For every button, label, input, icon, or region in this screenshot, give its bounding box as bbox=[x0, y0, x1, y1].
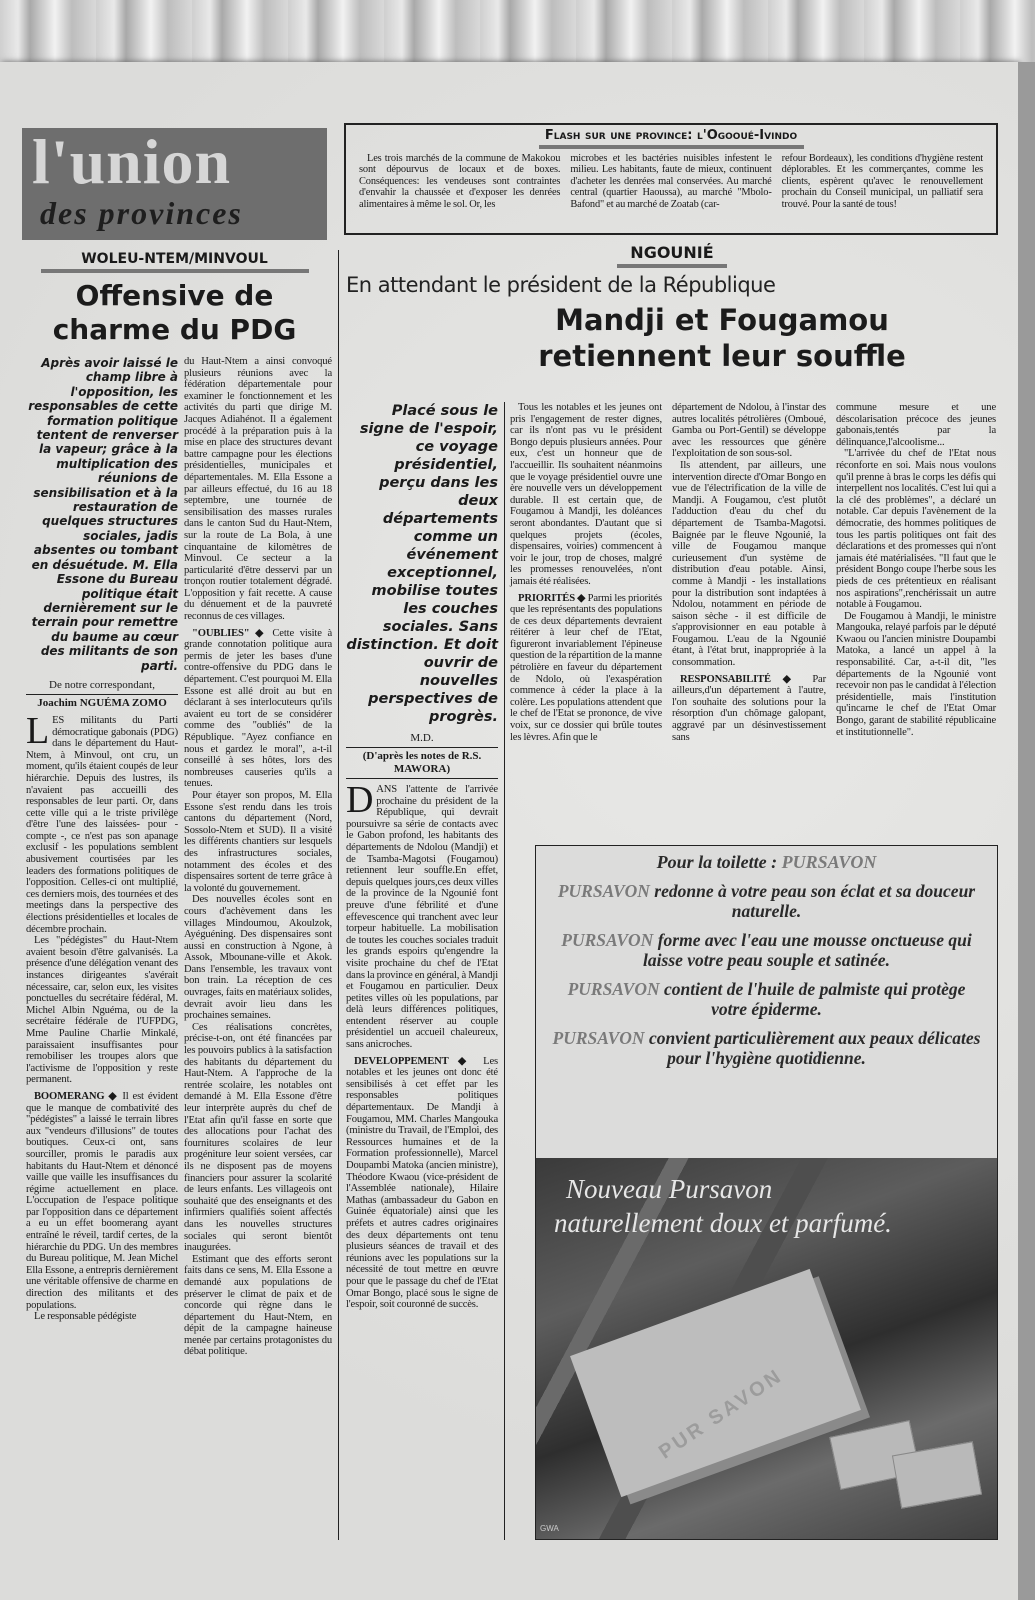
article2-section-label: NGOUNIÉ bbox=[630, 243, 714, 262]
article1-paragraph: Des nouvelles écoles sont en cours d'achèvement dans les villages Mindoumou, Akoulzok, Ayéguéning. Des dispensaires sont aussi en construction à Ngone, à Assok, Mbounane-ville et Akok. Dans l'ensemble, les travaux vont bon train. La réception de ces ouvrages, faits en matériaux solides, devrait avoir lieu dans les prochaines semaines. bbox=[184, 894, 332, 1022]
masthead bbox=[22, 128, 327, 240]
advert-claim bbox=[550, 930, 983, 970]
soap-imprint: PUR SAVON bbox=[655, 1364, 788, 1464]
subhead-boomerang: BOOMERANG ◆ bbox=[34, 1090, 119, 1102]
article1-chapo: Après avoir laissé le champ libre à l'opposition, les responsables de cette formation politique tentent de renverser la vapeur; grâce à la multiplication des réunions de sensibilisation et à la restauration de quelques structures sociales, jadis absentes ou tombant en désuétude. M. Ella Essone du Bureau politique était dernièrement sur le terrain pour remettre du baume au cœur des militants de son parti. bbox=[28, 356, 178, 673]
article1-paragraph: Ces réalisations concrètes, précise-t-on, ont été financées par les pouvoirs publics à la satisfaction des habitants du département du Haut-Ntem. A l'approche de la rentrée scolaire, les notables ont demandé à M. Ella Essone d'être leur interprète auprès du chef de l'Etat afin qu'il fasse en sorte que des allocations pour l'achat des fournitures scolaires de leur progéniture leur soient versées, car ils ne disposent pas de moyens financiers pour assurer la scolarité de leurs enfants. Les villageois ont souhaité que des enseignants et des infirmiers qualifiés soient affectés dans les nouvelles structures sociales qui seront bientôt inaugurées. bbox=[184, 1021, 332, 1254]
article1-paragraph: Estimant que des efforts seront faits dans ce sens, M. Ella Essone a demandé aux populations de préserver le climat de paix et de concorde qui règne dans le département du Haut-Ntem, en dépit de la campagne haineuse menée par certains protagonistes du débat politique. bbox=[184, 1253, 332, 1358]
article1-paragraph bbox=[26, 1091, 178, 1311]
paragraph-text: Cette visite à grande connotation politique aura permis de jeter les bases d'une contre-offensive du PDG dans le département. C'est pourquoi M. Ella Essone est allé droit au but en déclarant à ses interlocuteurs qu'ils avaient eu tort de se considérer comme des "oubliés" de la République. "Ayez confiance en nous et gardez le moral", a-t-il conseillé à ses hôtes, lors des nombreuses causeries qu'ils a tenues. bbox=[184, 627, 332, 790]
paragraph-text: Il est évident que le manque de combativité des "pédégistes" a laissé le terrain libres aux "vendeurs d'illusions" de toutes boutiques. Ceux-ci ont, sans sourciller, promis le paradis aux habitants du Haut-Ntem et dénoncé vaille que vaille les insuffisances du régime actuellement en place. L'occupation de l'espace politique par l'opposition dans ce département a eu un effet boomerang ayant entraîné le réveil, tardif certes, de la hiérarchie du PDG. Un des membres du Bureau politique, M. Jean Michel Ella Essone, a entrepris dernièrement une véritable offensive de charme en direction des militants et des populations. bbox=[26, 1090, 179, 1311]
article1-column-1 bbox=[26, 709, 179, 1323]
photo-title-line: naturellement doux et parfumé. bbox=[554, 1208, 892, 1238]
advert-claim-brand: PURSAVON bbox=[557, 881, 650, 901]
scanner-background-strip bbox=[0, 0, 1035, 70]
article2-column-1-stack bbox=[346, 402, 498, 1311]
article2-section-underline bbox=[617, 264, 727, 268]
article2-header bbox=[346, 243, 998, 374]
article1-byline-name: Joachim NGUÉMA ZOMO bbox=[37, 696, 167, 709]
subhead-responsabilite: RESPONSABILITÉ ◆ bbox=[680, 673, 801, 685]
article1-section-underline bbox=[41, 269, 309, 273]
soap-bar-image bbox=[570, 1269, 861, 1497]
advert-text-block bbox=[536, 846, 997, 1158]
advert-claim bbox=[550, 979, 983, 1019]
article2-paragraph bbox=[672, 674, 826, 744]
column-divider bbox=[338, 250, 339, 1540]
agency-credit: GWA bbox=[540, 1524, 559, 1533]
article1-column-2 bbox=[184, 356, 332, 1358]
article1-header bbox=[22, 250, 327, 347]
advert-photo bbox=[536, 1158, 997, 1539]
article2-headline-line: Mandji et Fougamou bbox=[555, 303, 889, 337]
dropcap: D bbox=[346, 779, 374, 821]
article2-paragraph: commune mesure et une déscolarisation précoce des jeunes gabonais,tentés par la délinquance,l'alcoolisme... bbox=[836, 402, 996, 448]
article2-paragraph: "L'arrivée du chef de l'Etat nous réconforte en soi. Mais nous voulons qu'il prenne à bras le corps les défis qui interpellent nos localités. C'est lui qui a la clé des problèmes", a déclaré un notable. Car depuis l'avènement de la démocratie, des hommes politiques de tous les partis politiques ont fait des déclarations et des promesses qui n'ont jamais été matérialisées. "Il faut que le président Bongo coupe l'herbe sous les pieds de ces prétentieux en réalisant nos aspirations",renchérissait un autre notable à Fougamou. bbox=[836, 448, 996, 611]
photo-title-line: Nouveau Pursavon bbox=[566, 1174, 773, 1204]
article1-headline-line: Offensive de bbox=[75, 279, 274, 312]
column-divider bbox=[504, 402, 505, 1540]
flash-col-1 bbox=[359, 153, 560, 210]
advert-claim-brand: PURSAVON bbox=[567, 979, 660, 999]
signature-rule bbox=[346, 747, 498, 748]
pursavon-advert bbox=[535, 845, 998, 1540]
advert-claim-text: redonne à votre peau son éclat et sa douceur naturelle. bbox=[649, 881, 976, 921]
article2-paragraph bbox=[346, 779, 498, 1051]
dropcap: L bbox=[26, 709, 50, 752]
flash-paragraph: Les trois marchés de la commune de Makokou sont dépourvus de locaux et de boxes. Conséquences: les vendeuses sont contraintes d'envahir la chaussée et d'exposer les denrées alimentaires à même le sol. Or, les bbox=[359, 153, 561, 210]
article2-column-4 bbox=[836, 402, 996, 738]
article1-paragraph bbox=[26, 709, 178, 935]
advert-claim-text: convient particulièrement aux peaux délicates pour l'hygiène quotidienne. bbox=[644, 1028, 981, 1068]
advert-brand: PURSAVON bbox=[781, 852, 877, 872]
article2-headline-line: retiennent leur souffle bbox=[538, 339, 906, 373]
article2-paragraph bbox=[510, 593, 662, 744]
paragraph-text: Par ailleurs,d'un département à l'autre, l'on souhaite des solutions pour la résorption d'un chômage galopant, aggravé par un désinvestissement sans bbox=[672, 673, 826, 743]
article2-column-2 bbox=[510, 402, 662, 743]
article2-overline: En attendant le président de la République bbox=[346, 273, 776, 297]
flash-box bbox=[344, 123, 998, 235]
advert-claim-text: contient de l'huile de palmiste qui protège votre épiderme. bbox=[659, 979, 966, 1019]
article1-column-1-stack bbox=[26, 356, 178, 1323]
masthead-subtitle: des provinces bbox=[40, 195, 243, 231]
subhead-oublies: "OUBLIES" ◆ bbox=[192, 627, 267, 639]
article2-source: (D'après les notes de R.S. MAWORA) bbox=[362, 750, 482, 775]
article2-paragraph bbox=[346, 1056, 498, 1311]
article1-headline bbox=[53, 279, 297, 347]
advert-claim-brand: PURSAVON bbox=[561, 930, 654, 950]
flash-paragraph: microbes et les bactéries nuisibles infestent le milieu. Les habitants, faute de mieux, continuent d'acheter les denrées mal conservées. Au marché central (quartier Haoussa), au marché "Mbolo-Bafond" et au marché de Zoatab (car- bbox=[570, 153, 772, 210]
article1-paragraph: Pour étayer son propos, M. Ella Essone s'est rendu dans les trois cantons du département (Nord, Sossolo-Ntem et SUD). Il a visité les différents chantiers sur lesquels des infrastructures sociales, notamment des écoles et des dispensaires sortent de terre grâce à la volonté du gouvernement. bbox=[184, 789, 332, 894]
paragraph-text: ANS l'attente de l'arrivée prochaine du président de la République, qui devrait poursuivre sa série de contacts avec le Gabon profond, les habitants des départements de Ndolou (Mandji) et de Tsamba-Magotsi (Fougamou) retiennent leur souffle.En effet, depuis quelques jours,ces deux villes de la province de la Ngounié font preuve d'une fébrilité et d'une effevescence qui tranchent avec leur torpeur habituelle. La mobilisation de toutes les couches sociales traduit les grands espoirs qu'engendre la visite prochaine du chef de l'Etat dans la province en général, à Mandji et Fougamou en particulier. Deux petites villes où les populations, par delà leurs différences politiques, entendent réserver au couple présidentiel un accueil chaleureux, sans anicroches. bbox=[346, 784, 498, 1051]
article1-byline-label: De notre correspondant, bbox=[49, 678, 155, 691]
subhead-priorites: PRIORITÉS ◆ bbox=[518, 592, 586, 604]
article1-section-label: WOLEU-NTEM/MINVOUL bbox=[81, 251, 268, 267]
article2-column-3 bbox=[672, 402, 826, 743]
advert-claim-brand: PURSAVON bbox=[552, 1028, 645, 1048]
paragraph-text: Parmi les priorités que les représentants des populations de ces deux départements devraient réitérer à leur chef de l'Etat, figureront invariablement l'épineuse question de la répartition de la manne pétrolière en faveur du département de Ndolo, où l'exaspération commence à céder la place à la colère. Les populations attendent que le chef de l'Etat se prononce, de vive voix, sur ce dossier qui brûle toutes les lèvres. Afin que le bbox=[510, 592, 662, 743]
article2-headline bbox=[538, 302, 906, 374]
subhead-developpement: DEVELOPPEMENT ◆ bbox=[354, 1055, 474, 1067]
flash-col-3 bbox=[782, 153, 983, 210]
paragraph-text: ES militants du Parti démocratique gabonais (PDG) dans le département du Haut-Ntem, à Minvoul, ont cru, un moment, qu'ils étaient coupés de leur hiérarchie. Depuis des lustres, ils n'avaient pas accueilli des responsables de leur parti. Or, dans cette ville qui a le triste privilège d'être l'une des laissées- pour -compte -, ce n'est pas son apanage exclusif - les populations semblent abusivement courtisées par les leaders des formations politiques de l'opposition. Celles-ci ont multiplié, ces derniers mois, des tournées et des meetings dans la perspective des élections présidentielles et locales de décembre prochain. bbox=[26, 714, 178, 935]
article2-paragraph: De Fougamou à Mandji, le ministre Mangouka, relayé parfois par le député Kwaou ou l'ancien ministre Doupambi Matoka, a lancé un appel à la responsabilité. Car, a-t-il dit, "les départements de la Ngounié vont recevoir non pas le candidat à l'élection présidentielle, mais l'institution qu'incarne le chef de l'Etat Omar Bongo, garant de stabilité républicaine et institutionnelle". bbox=[836, 610, 996, 738]
article2-paragraph: Ils attendent, par ailleurs, une intervention directe d'Omar Bongo en vue de l'électrification de la ville de Mandji. A Fougamou, c'est plutôt l'adduction d'eau du chef du département de Tsamba-Magotsi. Baignée par le fleuve Ngounié, la ville de Fougamou manque curieusement d'un système de distribution d'eau potable. Ainsi, comme à Mandji - les installations pour la distribution sont indaptées à Ndolou, notamment en période de saison sèche - il est difficile de s'approvisionner en eau potable à Fougamou. L'eau de la Ngounié étant, à l'état brut, inappropriée à la consommation. bbox=[672, 459, 826, 669]
advert-title-prefix: Pour la toilette : bbox=[656, 852, 782, 872]
advert-claim-text: forme avec l'eau une mousse onctueuse qui laisse votre peau souple et satinée. bbox=[643, 930, 972, 970]
advert-claim bbox=[550, 1028, 983, 1068]
article1-headline-line: charme du PDG bbox=[52, 313, 297, 346]
flash-columns bbox=[359, 153, 983, 210]
article1-paragraph: Les "pédégistes" du Haut-Ntem avaient besoin d'être galvanisés. La présence d'une délégation venant des instances dirigeantes s'avérait nécessaire, car, selon eux, les visites ponctuelles du secrétaire fédéral, M. Michel Albin Nguéma, ou de la secrétaire fédérale de l'UFPDG, Mme Pauline Charlie Minkalé, paraissaient insuffisantes pour remobiliser les troupes alors que l'activisme de l'opposition y reste permanent. bbox=[26, 935, 178, 1086]
article2-chapo: Placé sous le signe de l'espoir, ce voyage présidentiel, perçu dans les deux départements comme un événement exceptionnel, mobilise toutes les couches sociales. Sans distinction. Et doit ouvrir de nouvelles perspectives de progrès. bbox=[346, 403, 498, 725]
page-edge-shadow bbox=[1018, 62, 1035, 1600]
masthead-title: l'union bbox=[32, 128, 232, 197]
flash-paragraph: refour Bordeaux), les conditions d'hygiène restent déplorables. Et les commerçantes, comme les clients, espèrent qu'avec le renouvellement prochain du Conseil municipal, un palliatif sera trouvé. Pour la santé de tous! bbox=[781, 153, 983, 210]
article1-paragraph: Le responsable pédégiste bbox=[34, 1311, 137, 1323]
advert-title bbox=[657, 852, 877, 872]
flash-label-underline bbox=[539, 145, 804, 149]
byline-rule bbox=[26, 694, 178, 695]
flash-label: Flash sur une province: l'Ogooué-Ivindo bbox=[544, 128, 798, 143]
article2-column-1 bbox=[346, 779, 498, 1311]
article1-paragraph: du Haut-Ntem a ainsi convoqué plusieurs réunions avec la fédération départementale pour examiner le fonctionnement et les activités du parti que dirige M. Jacques Adiahénot. Il a également procédé à la préparation puis à la mise en place des structures devant battre campagne pour les élections présidentielles, municipales et départementales. M. Ella Essone a par ailleurs effectué, du 16 au 18 septembre, une tournée de sensibilisation des masses rurales dans le canton Sud du Haut-Ntem, sur la route de La Bola, à une cinquantaine de kilomètres de Minvoul. Ce secteur a la particularité d'être desservi par un tronçon routier totalement dégradé. L'opposition y fait recette. A cause du dénuement et de la pauvreté reconnus de ces villages. bbox=[184, 356, 332, 623]
paragraph-text: Les notables et les jeunes ont donc été sensibilisés à cet effet par les responsables politiques départementaux. De Mandji à Fougamou, MM. Charles Mangouka (ministre du Travail, de l'Emploi, des Ressources humaines et de la Formation professionnelle), Marcel Doupambi Matoka (ancien ministre), Théodore Kwaou (vice-président de l'Assemblée nationale), Hilaire Mathas (ambassadeur du Gabon en Guinée équatoriale) ainsi que les préfets et autres cadres originaires des deux départements ont tenu plusieurs séances de travail et des réunions avec les populations sur la nécessité de tout mettre en œuvre pour que le passage du chef de l'Etat Omar Bongo, placé sous le signe de l'espoir, soit couronné de succès. bbox=[346, 1055, 498, 1311]
article2-paragraph: Tous les notables et les jeunes ont pris l'engagement de rester dignes, car ils n'ont pas vu le président Bongo depuis plusieurs années. Pour eux, c'est un honneur que de l'accueillir. Ils souhaitent néanmoins que le voyage présidentiel ouvre une ère nouvelle vers un développement durable. Il est certain que, de Fougamou à Mandji, les doléances seront abondantes. D'autant que si quelques projets (écoles, dispensaires, voiries) commencent à voir le jour, trop de choses, malgré les promesses renouvelées, n'ont jamais été réalisées. bbox=[510, 402, 662, 587]
article1-paragraph bbox=[184, 628, 332, 790]
flash-col-2 bbox=[570, 153, 771, 210]
article2-signature: M.D. bbox=[410, 732, 434, 744]
article2-paragraph: département de Ndolou, à l'instar des autres localités pétrolières (Omboué, Gamba ou Port-Gentil) se développe avec les ressources que génère l'exploitation de son sous-sol. bbox=[672, 402, 826, 460]
advert-claim bbox=[550, 881, 983, 921]
advert-photo-title bbox=[554, 1172, 892, 1240]
